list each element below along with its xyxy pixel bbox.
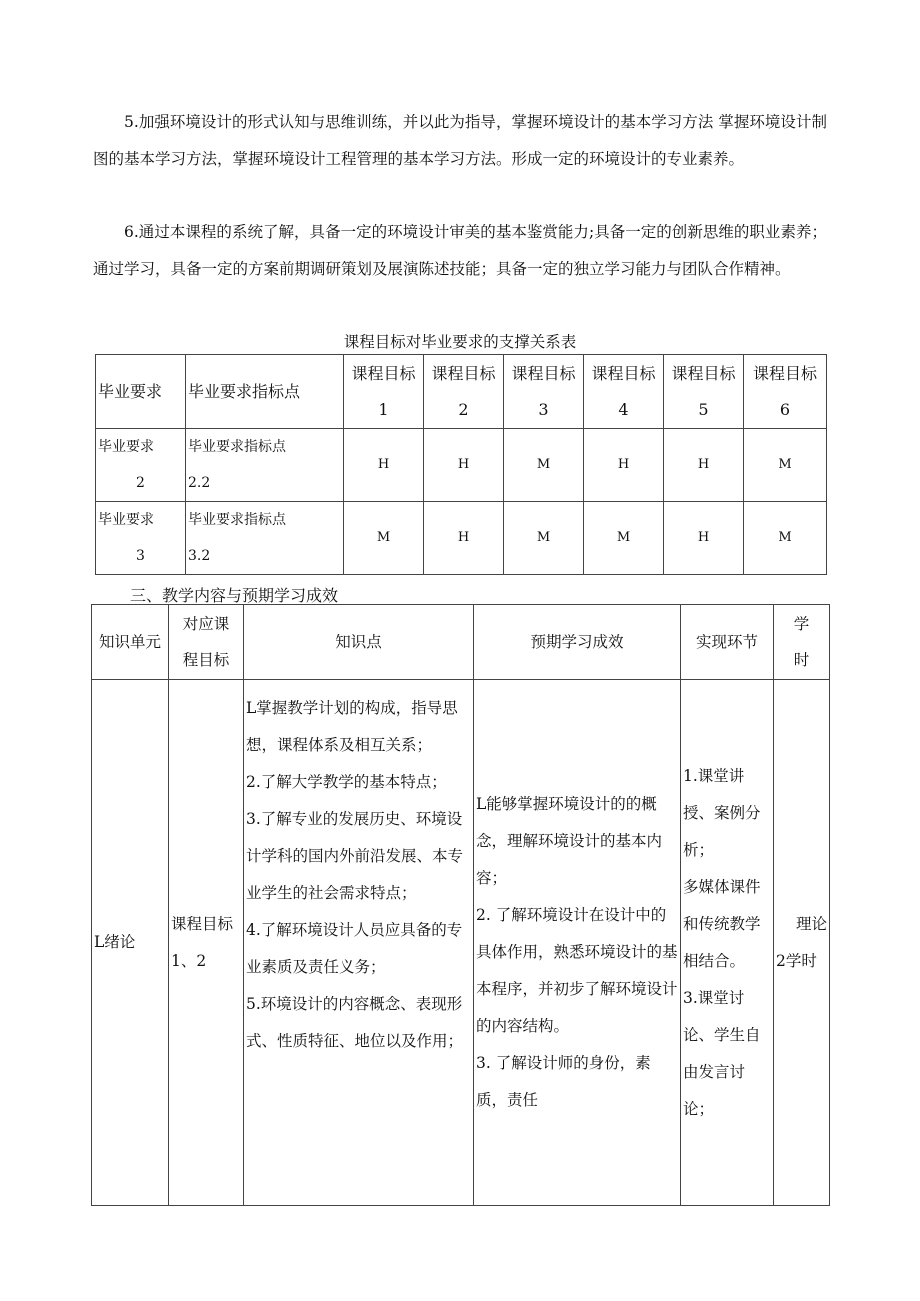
header-cell: 课程目标 1 xyxy=(344,355,424,429)
header-cell: 课程目标 2 xyxy=(424,355,504,429)
value-cell: H xyxy=(664,502,744,575)
value-cell: M xyxy=(504,502,584,575)
value-cell: M xyxy=(344,502,424,575)
req-cell: 毕业要求 3 xyxy=(96,502,186,575)
points-cell: L掌握教学计划的构成，指导思想，课程体系及相互关系； 2.了解大学教学的基本特点； 3.了解专业的发展历史、环境设计学科的国内外前沿发展、本专业学生的社会需求特点； 4.了解环境设计人员应具备的专业素质及责任义务； 5.环境设计的内容概念、表现形式、性质特征、地位以及作用； xyxy=(244,680,474,1206)
header-cell: 课程目标 5 xyxy=(664,355,744,429)
header-cell: 预期学习成效 xyxy=(474,605,681,680)
table-caption: 课程目标对毕业要求的支撑关系表 xyxy=(343,333,577,351)
header-cell: 实现环节 xyxy=(681,605,774,680)
support-table xyxy=(95,354,827,575)
value-cell: M xyxy=(744,429,827,502)
header-cell: 课程目标 6 xyxy=(744,355,827,429)
unit-cell: L绪论 xyxy=(92,680,169,1206)
value-cell: H xyxy=(344,429,424,502)
header-cell: 课程目标 3 xyxy=(504,355,584,429)
method-cell: 1.课堂讲授、案例分析； 多媒体课件和传统教学相结合。 3.课堂讨论、学生自由发言讨论； xyxy=(681,680,774,1206)
paragraph-goal-5: 5.加强环境设计的形式认知与思维训练，并以此为指导，掌握环境设计的基本学习方法 掌握环境设计制图的基本学习方法，掌握环境设计工程管理的基本学习方法。形成一定的环境设计的专业素养。 xyxy=(93,113,827,168)
value-cell: M xyxy=(504,429,584,502)
value-cell: H xyxy=(584,429,664,502)
section-title: 三、教学内容与预期学习成效 xyxy=(130,586,339,605)
header-cell: 毕业要求指标点 xyxy=(186,355,344,429)
header-cell: 课程目标 4 xyxy=(584,355,664,429)
hours-cell: 理论 2学时 xyxy=(774,680,830,1206)
header-cell: 对应课 程目标 xyxy=(169,605,244,680)
table-header-row xyxy=(96,355,827,429)
value-cell: H xyxy=(424,502,504,575)
point-cell: 毕业要求指标点 3.2 xyxy=(186,502,344,575)
table-row xyxy=(96,429,827,502)
table-header-row xyxy=(92,605,830,680)
content-table xyxy=(91,604,830,1206)
value-cell: M xyxy=(584,502,664,575)
header-cell: 毕业要求 xyxy=(96,355,186,429)
table-row xyxy=(96,502,827,575)
header-cell: 学 时 xyxy=(774,605,830,680)
value-cell: M xyxy=(744,502,827,575)
header-cell: 知识单元 xyxy=(92,605,169,680)
goal-cell: 课程目标1、2 xyxy=(169,680,244,1206)
table-row xyxy=(92,680,830,1206)
paragraph-goal-6: 6.通过本课程的系统了解，具备一定的环境设计审美的基本鉴赏能力;具备一定的创新思维的职业素养；通过学习，具备一定的方案前期调研策划及展演陈述技能；具备一定的独立学习能力与团队合作精神。 xyxy=(93,223,827,278)
value-cell: H xyxy=(664,429,744,502)
req-cell: 毕业要求 2 xyxy=(96,429,186,502)
point-cell: 毕业要求指标点 2.2 xyxy=(186,429,344,502)
header-cell: 知识点 xyxy=(244,605,474,680)
value-cell: H xyxy=(424,429,504,502)
outcome-cell: L能够掌握环境设计的的概念，理解环境设计的基本内容； 2. 了解环境设计在设计中的具体作用，熟悉环境设计的基本程序，并初步了解环境设计的内容结构。 3. 了解设计师的身份，素质，责任 xyxy=(474,680,681,1206)
